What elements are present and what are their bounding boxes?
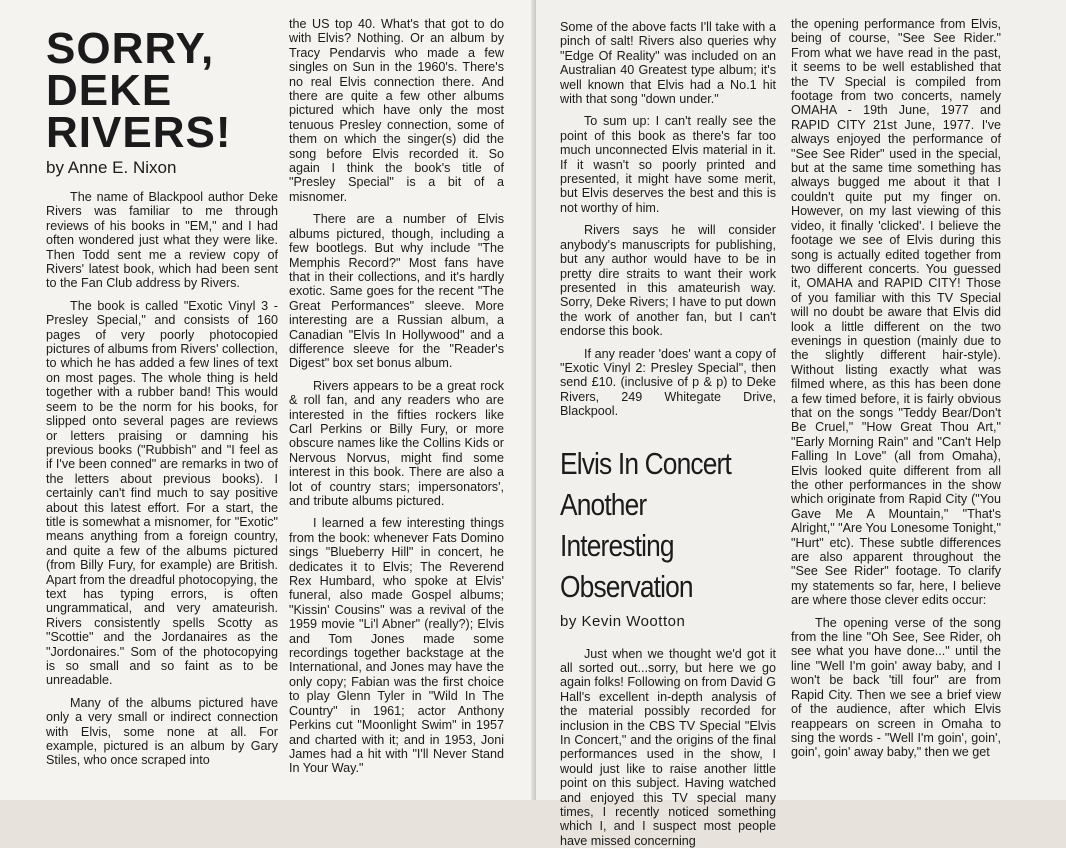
paragraph: the US top 40. What's that got to do with Elvis? Nothing. Or an album by Tracy Pendarvis who made a few singles on Sun in the 1960's. There's no real Elvis connection there. And there are quite a few other albums pictured which have only the most tenuous Presley connection, some of them on which the singer(s) did the song before Elvis recorded it. So again I think the book's title of "Presley Special" is a bit of a misnomer. [289,17,504,204]
paragraph: I learned a few interesting things from the book: whenever Fats Domino sings "Blueberry Hill" in concert, he dedicates it to Elvis; The Reverend Rex Humbard, who spoke at Elvis' funeral, also made Gospel albums; "Kissin' Cousins" was a revival of the 1959 movie "Li'l Abner" (really?); Elvis and Tom Jones made some recordings together backstage at the International, and Jones may have the only copy; Fabian was the first choice to play Glenn Tyler in "Wild In The Country" in 1961; actor Anthony Perkins cut "Moonlight Swim" in 1957 and charted with it; and in 1953, Joni James had a hit with "I'll Never Stand In Your Way." [289,516,504,776]
article-title-2 [560,443,764,607]
right-column-2 [791,17,1001,760]
paragraph: Some of the above facts I'll take with a pinch of salt! Rivers also queries why "Edge Of Reality" was included on an Australian 40 Greatest type album; it's well known that Elvis had a No.1 hit with that song "down under." [560,20,776,107]
title-line: Observation [560,568,693,604]
title-line: SORRY, [46,24,215,73]
paragraph: Rivers says he will consider anybody's manuscripts for publishing, but any author would have to be in pretty dire straits to want their work presented in this amateurish way. Sorry, Deke Rivers; I have to put down the work of another fan, but I can't endorse this book. [560,223,776,339]
paragraph: Rivers appears to be a great rock & roll fan, and any readers who are interested in the fifties rockers like Carl Perkins or Billy Fury, or more obscure names like the Collins Kids or Nervous Norvus, might find some interest in this book. There are also a lot of country stars; impersonators', and tribute albums pictured. [289,378,504,508]
article-byline: by Anne E. Nixon [46,158,177,177]
paragraph: Many of the albums pictured have only a very small or indirect connection with Elvis, some none at all. For example, pictured is an album by Gary Stiles, who once scraped into [46,695,278,768]
left-column-2 [289,17,504,776]
paragraph: The book is called "Exotic Vinyl 3 - Presley Special," and consists of 160 pages of very poorly photocopied pictures of albums from Rivers' collection, to which he has added a few lines of text on most pages. The whole thing is held together with a rubber band! This would seem to be the norm for his books, for slipped onto several pages are reviews or letters praising or damning his previous books ("Rubbish" and "I feel as if I've been conned" are remarks in two of the letters about previous books). I certainly can't find much to say positive about this latest effort. For a start, the title is somewhat a misnomer, for "Exotic" means anything from a foreign country, and quite a few of the albums pictured (from Billy Fury, for example) are British. Apart from the dreadful photocopying, the text has typing errors, is often ungrammatical, and very amateurish. Rivers consistently spells Scotty as "Scottie" and the Jordanaires as the "Jordonaires." Som of the photocopying is so small and so faint as to be unreadable. [46,298,278,688]
left-page [0,0,536,800]
title-line: DEKE [46,66,173,115]
paragraph: There are a number of Elvis albums pictured, though, including a few bootlegs. But why include "The Memphis Record?" Most fans have that in their collections, and it's hardly exotic. Same goes for the recent "The Great Performances" sleeve. More interesting are a Russian album, a Canadian "Elvis In Hollywood" and a difference sleeve for the "Reader's Digest" box set bonus album. [289,212,504,371]
article-title [46,24,278,157]
paragraph: the opening performance from Elvis, being of course, "See See Rider." From what we have read in the past, it seems to be well established that the TV Special is compiled from footage from two concerts, namely OMAHA - 19th June, 1977 and RAPID CITY 21st June, 1977. I've always enjoyed the performance of "See See Rider" used in the special, but at the same time something has always bugged me about it that I couldn't quite put my finger on. However, on my last viewing of this video, it finally 'clicked'. I believe the footage we see of Elvis during this song is actually edited together from two different concerts. You guessed it, OMAHA and RAPID CITY! Those of you familiar with this TV Special will no doubt be aware that Elvis did look a little different on the two evenings in question (mainly due to the slightly different hair-style). Without listing exactly what was filmed where, as this has been done a few timed before, it is fairly obvious that on the songs "Teddy Bear/Don't Be Cruel," "How Great Thou Art," "Early Morning Rain" and "Can't Help Falling In Love" (all from Omaha), Elvis looked quite different from all the other performances in the show which originate from Rapid City ("You Gave Me A Mountain," "That's Alright," "Are You Lonesome Tonight," "Hurt" etc). These subtle differences are also apparent throughout the "See See Rider" footage. To clarify my statements so far, here, I believe are where those clever edits occur: [791,17,1001,608]
paragraph: If any reader 'does' want a copy of "Exotic Vinyl 2: Presley Special", then send £10. (inclusive of p & p) to Deke Rivers, 249 Whitegate Drive, Blackpool. [560,346,776,419]
paragraph: Just when we thought we'd got it all sorted out...sorry, but here we go again folks! Following on from David G Hall's excellent in-depth analysis of the material possibly recorded for inclusion in the CBS TV Special "Elvis In Concert," and the origins of the final performances used in the show, I would just like to raise another little point on this subject. Having watched and enjoyed this TV special many times, I recently noticed something which I, and I suspect most people have missed concerning [560,646,776,848]
title-line: RIVERS! [46,108,232,157]
title-line: Another Interesting [560,486,674,563]
paragraph: The opening verse of the song from the line "Oh See, See Rider, oh see what you have done..." until the line "Well I'm goin' away baby, and I won't be back 'till four" are from Rapid City. Then we see a brief view of the audience, after which Elvis reappears on screen in Omaha to sing the words - "Well I'm goin', goin', goin', goin' away baby," then we get [791,615,1001,760]
paragraph: The name of Blackpool author Deke Rivers was familiar to me through reviews of his books in "EM," and I had often wondered just what they were like. Then Todd sent me a review copy of Rivers' latest book, which had been sent to the Fan Club address by Rivers. [46,190,278,291]
left-column-1 [46,24,278,768]
right-column-1 [560,20,776,848]
right-page [536,0,1066,848]
article-byline-2: by Kevin Wootton [560,612,686,630]
paragraph: To sum up: I can't really see the point of this book as there's far too much unconnected Elvis material in it. If it wasn't so poorly printed and presented, it might have some merit, but Elvis deserves the best and this is not worthy of him. [560,114,776,215]
title-line: Elvis In Concert [560,445,731,481]
